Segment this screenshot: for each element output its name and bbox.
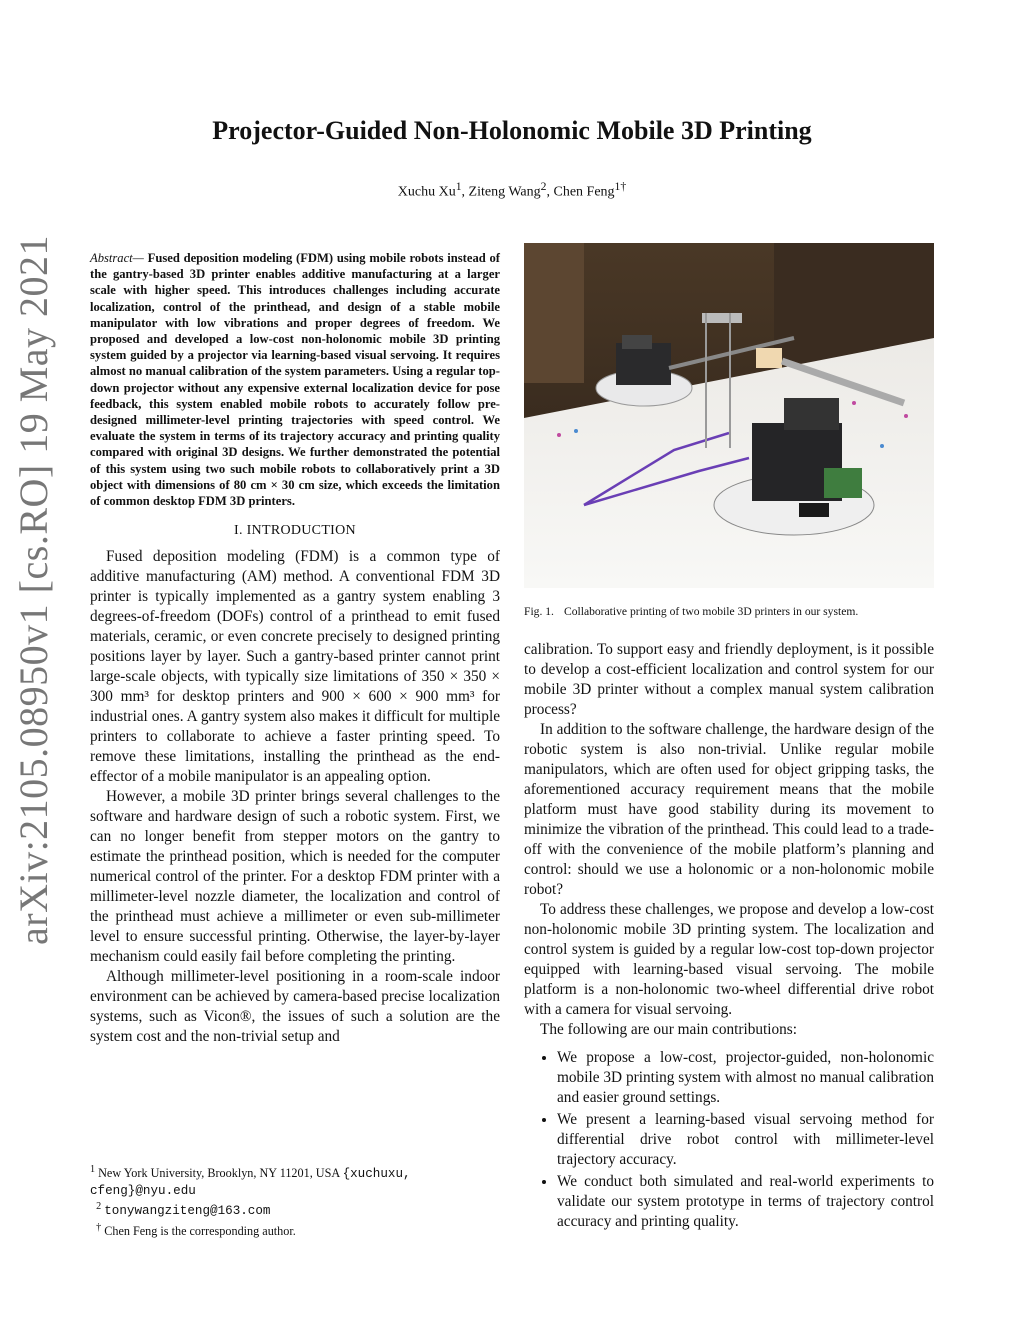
author-affiliation-mark: 1† <box>614 180 627 193</box>
author-affiliation-mark: 1 <box>455 180 462 193</box>
projected-marker <box>574 429 578 433</box>
figure-caption <box>524 605 934 618</box>
contribution-item: • We present a learning-based visual servoing method for differential drive robot control with millimeter-level trajectory accuracy. <box>557 1110 934 1170</box>
body-paragraph: Although millimeter-level positioning in a room-scale indoor environment can be achieved by camera-based precise localization systems, such as Vicon®, the issues of such a solution are the system cost and the non-trivial setup and <box>90 968 500 1046</box>
contribution-item: • We conduct both simulated and real-world experiments to validate our system prototype in terms of trajectory control accuracy and printing quality. <box>557 1172 934 1232</box>
footnote-mark: 2 <box>96 1201 102 1213</box>
projected-marker <box>852 401 856 405</box>
robot-camera <box>784 398 839 430</box>
footnotes <box>90 1162 500 1239</box>
author-name: Chen Feng <box>553 184 615 200</box>
projected-marker <box>880 444 884 448</box>
body-paragraph: To address these challenges, we propose and develop a low-cost non-holonomic mobile 3D printing system. The localization and control system is guided by a regular low-cost top-down projector equipped with learning-based visual servoing. The mobile platform is a non-holonomic two-wheel differential drive robot with a camera for visual servoing. <box>524 901 934 1018</box>
footnote <box>90 1199 500 1220</box>
robot-camera <box>622 335 652 349</box>
figure-caption-text: Collaborative printing of two mobile 3D printers in our system. <box>563 605 859 618</box>
robot-electronics <box>616 343 671 385</box>
left-column <box>90 250 500 1047</box>
footnote <box>90 1220 500 1240</box>
arxiv-side-stamp: arXiv:2105.08950v1 [cs.RO] 19 May 2021 <box>11 234 56 945</box>
contribution-item: • We propose a low-cost, projector-guided, non-holonomic mobile 3D printing system with almost no manual calibration and easier ground settings. <box>557 1048 934 1108</box>
footnote <box>90 1162 500 1199</box>
footnote-text: Chen Feng is the corresponding author. <box>104 1223 296 1238</box>
contributions-list <box>524 1048 934 1232</box>
author-name: Ziteng Wang <box>468 184 541 200</box>
robot-frame <box>702 313 742 323</box>
author-name: Xuchu Xu <box>397 184 456 200</box>
body-paragraph: However, a mobile 3D printer brings several challenges to the software and hardware design of such a robotic system. First, we can no longer benefit from stepper motors on the gantry to estimate the printhead position, which is needed for the computer numerical control of the printer. For a desktop FDM printer with a millimeter-level nozzle diameter, the localization and control of the printhead must achieve a millimeter or even sub-millimeter level to ensure successful printing. Otherwise, the layer-by-layer mechanism could easily fail before completing the printing. <box>90 788 500 966</box>
robot-circuit-board <box>824 468 862 498</box>
abstract-text: Fused deposition modeling (FDM) using mobile robots instead of the gantry-based 3D printer enables additive manufacturing at a larger scale with higher speed. This introduces challenges including accurate localization, control of the printhead, and design of a stable mobile manipulator with low vibrations and proper degrees of freedom. We proposed and developed a low-cost non-holonomic mobile 3D printing system guided by a projector via learning-based visual servoing. It requires almost no manual calibration of the system parameters. Using a regular top-down projector without any expensive external localization device for pose feedback, this system enabled mobile robots to accurately follow pre-designed millimeter-level printing trajectories with speed control. We evaluate the system in terms of its trajectory accuracy and printing quality compared with original 3D designs. We further demonstrated the potential of this system using two such mobile robots to collaboratively print a 3D object with dimensions of 80 cm × 30 cm size, which exceeds the limitation of common desktop FDM 3D printers. <box>90 251 500 509</box>
author-line: Xuchu Xu$^1$, Ziteng Wang$^2$, Chen Feng$^{1\dagger}$ <box>397 180 627 200</box>
abstract <box>90 250 500 509</box>
right-column <box>524 640 934 1234</box>
figure-label: Fig. 1. <box>524 605 554 618</box>
paper-title: Projector-Guided Non-Holonomic Mobile 3D Printing <box>212 116 812 145</box>
footnote-email: {xuchuxu, cfeng}@nyu.edu <box>90 1167 411 1198</box>
projected-marker <box>904 414 908 418</box>
robot-wheel <box>799 503 829 517</box>
author-affiliation-mark: 2 <box>540 180 547 193</box>
footnote-text: New York University, Brooklyn, NY 11201, USA <box>98 1166 343 1181</box>
body-paragraph: Fused deposition modeling (FDM) is a common type of additive manufacturing (AM) method. A conventional FDM 3D printer is typically implemented as a gantry system enabling 3 degrees-of-freedom (DOFs) control of a printhead to emit fused materials, ceramic, or even concrete precisely to designed printing positions layer by layer. Such a gantry-based printer cannot print large-scale objects, with typically size limitations of 350 × 350 × 300 mm³ for desktop printers and 900 × 600 × 900 mm³ for industrial ones. A gantry system also makes it difficult for multiple printers to collaborate to achieve a faster printing speed. To remove these limitations, installing the printhead as the end-effector of a mobile manipulator is an appealing option. <box>90 548 500 786</box>
section-heading-introduction: I. INTRODUCTION <box>234 523 356 539</box>
projected-marker <box>557 433 561 437</box>
printhead-mount <box>756 348 782 368</box>
footnote-email: tonywangziteng@163.com <box>104 1204 271 1219</box>
figure-1-photo <box>524 243 934 588</box>
body-paragraph: The following are our main contributions: <box>540 1021 798 1038</box>
wall-panel <box>524 243 584 383</box>
footnote-mark: † <box>96 1221 102 1233</box>
abstract-lead: Abstract— <box>90 251 144 265</box>
body-paragraph: calibration. To support easy and friendly deployment, is it possible to develop a cost-efficient localization and control system for our mobile 3D printer without a complex manual system calibration process? <box>524 641 934 718</box>
body-paragraph: In addition to the software challenge, the hardware design of the robotic system is also non-trivial. Unlike regular mobile manipulators, which are often used for object gripping tasks, the aforementioned accuracy requirement means that the mobile platform must have good stability during its movement to minimize the vibration of the printhead. This could lead to a trade-off with the convenience of the mobile platform’s planning and control: should we use a holonomic or a non-holonomic mobile robot? <box>524 721 934 898</box>
footnote-mark: 1 <box>90 1164 96 1175</box>
